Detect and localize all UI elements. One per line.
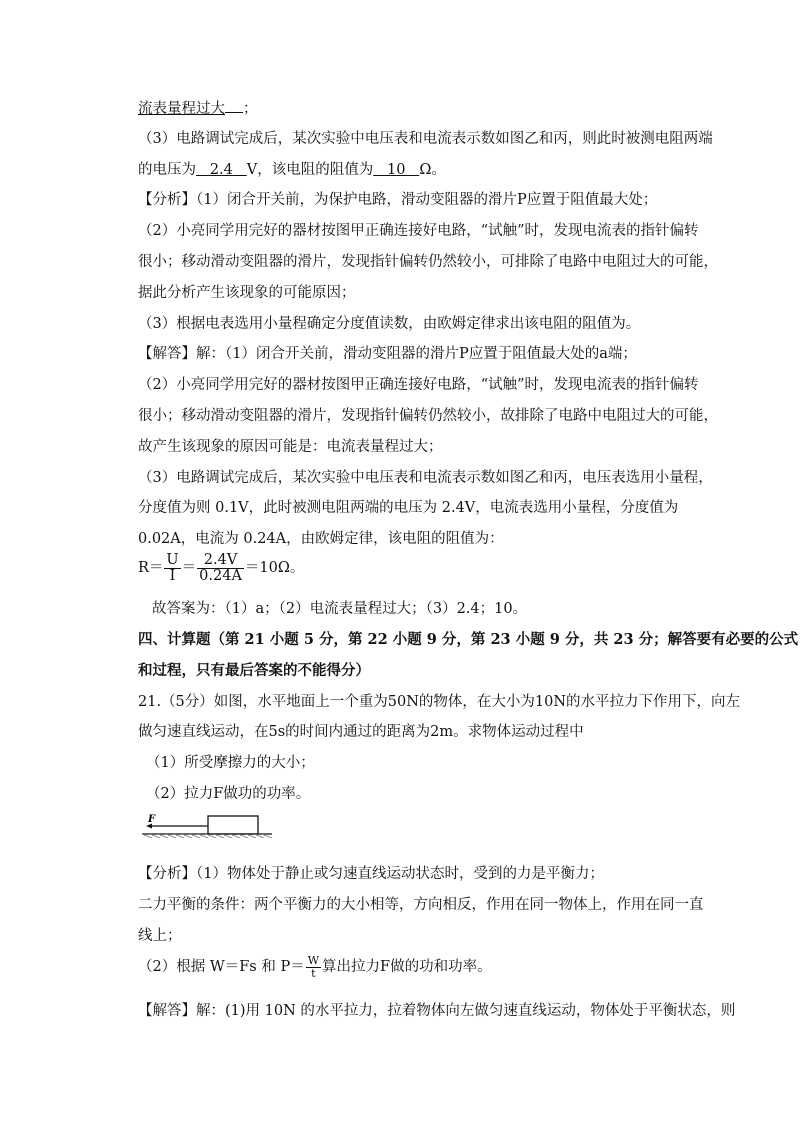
text-line: （2）小亮同学用完好的器材按图甲正确连接好电路，“试触”时，发现电流表的指针偏转 bbox=[138, 223, 699, 239]
text-line: 做匀速直线运动，在5s的时间内通过的距离为2m。求物体运动过程中 bbox=[138, 724, 584, 740]
block-object bbox=[208, 816, 258, 834]
answer-summary: 故答案为：（1）a；（2）电流表量程过大；（3）2.4；10。 bbox=[152, 601, 528, 617]
text-line: （3）电路调试完成后，某次实验中电压表和电流表示数如图乙和丙，电压表选用小量程， bbox=[138, 470, 713, 486]
text-line: （2）小亮同学用完好的器材按图甲正确连接好电路，“试触”时，发现电流表的指针偏转 bbox=[138, 377, 699, 393]
formula-resistance: R＝ $\frac{U}{I}$ ＝ $\frac{2.4V}{0.24A}$ ＝10Ω。 bbox=[138, 551, 305, 584]
text-line: 很小；移动滑动变阻器的滑片，发现指针偏转仍然较小，可排除了电路中电阻过大的可能， bbox=[138, 254, 718, 270]
solution-line: 【解答】解：（1）闭合开关前，滑动变阻器的滑片P应置于阻值最大处的a端； bbox=[138, 346, 637, 362]
solution-line: 【解答】解：(1)用 10N 的水平拉力，拉着物体向左做匀速直线运动，物体处于平衡状态，则 bbox=[138, 1003, 736, 1019]
analysis-line: 【分析】（1）物体处于静止或匀速直线运动状态时，受到的力是平衡力； bbox=[138, 866, 604, 882]
fraction-values: $\frac{2.4V}{0.24A}$ bbox=[199, 551, 242, 584]
text-line: 很小；移动滑动变阻器的滑片，发现指针偏转仍然较小，故排除了电路中电阻过大的可能， bbox=[138, 408, 718, 424]
text-line: （3）电路调试完成后，某次实验中电压表和电流表示数如图乙和丙，则此时被测电阻两端 bbox=[138, 131, 713, 147]
section-heading-cont: 和过程，只有最后答案的不能得分） bbox=[138, 662, 370, 679]
text-line: 故产生该现象的原因可能是：电流表量程过大； bbox=[138, 439, 443, 455]
force-label: F bbox=[148, 814, 156, 825]
text-line: 二力平衡的条件：两个平衡力的大小相等，方向相反，作用在同一物体上，作用在同一直 bbox=[138, 897, 704, 913]
question-21: 21.（5分）如图，水平地面上一个重为50N的物体，在大小为10N的水平拉力下作用下，向左 bbox=[138, 694, 741, 710]
fraction-w-over-t: $\frac{W}{t}$ bbox=[307, 953, 320, 980]
text-line: （3）根据电表选用小量程确定分度值读数，由欧姆定律求出该电阻的阻值为。 bbox=[138, 316, 641, 332]
text-line: 据此分析产生该现象的可能原因； bbox=[138, 285, 356, 301]
section-heading: 四、计算题（第 21 小题 5 分，第 22 小题 9 分，第 23 小题 9 分，共 23 分；解答要有必要的公式 bbox=[138, 631, 799, 648]
answer-voltage: 2.4 bbox=[209, 162, 233, 178]
fraction-u-over-i: $\frac{U}{I}$ bbox=[166, 551, 179, 584]
text-line: 分度值为则 0.1V，此时被测电阻两端的电压为 2.4V，电流表选用小量程，分度值为 bbox=[138, 500, 679, 516]
text-line: 流表量程过大 ； bbox=[138, 98, 258, 119]
sub-question-1: （1）所受摩擦力的大小； bbox=[146, 755, 315, 771]
text-line: 线上； bbox=[138, 928, 182, 944]
formula-power-line: （2）根据 W＝Fs 和 P＝ $\frac{W}{t}$ 算出拉力F做的功和功率。 bbox=[138, 953, 492, 980]
force-diagram bbox=[142, 812, 272, 838]
text-line: 0.02A，电流为 0.24A，由欧姆定律，该电阻的阻值为： bbox=[138, 531, 504, 547]
analysis-line: 【分析】（1）闭合开关前，为保护电路，滑动变阻器的滑片P应置于阻值最大处； bbox=[138, 192, 658, 208]
underlined-answer: 流表量程过大 bbox=[138, 101, 225, 117]
text-line: 的电压为 2.4 V，该电阻的阻值为 10 Ω。 bbox=[138, 162, 446, 178]
answer-resistance: 10 bbox=[387, 162, 406, 178]
sub-question-2: （2）拉力F做功的功率。 bbox=[146, 786, 311, 802]
